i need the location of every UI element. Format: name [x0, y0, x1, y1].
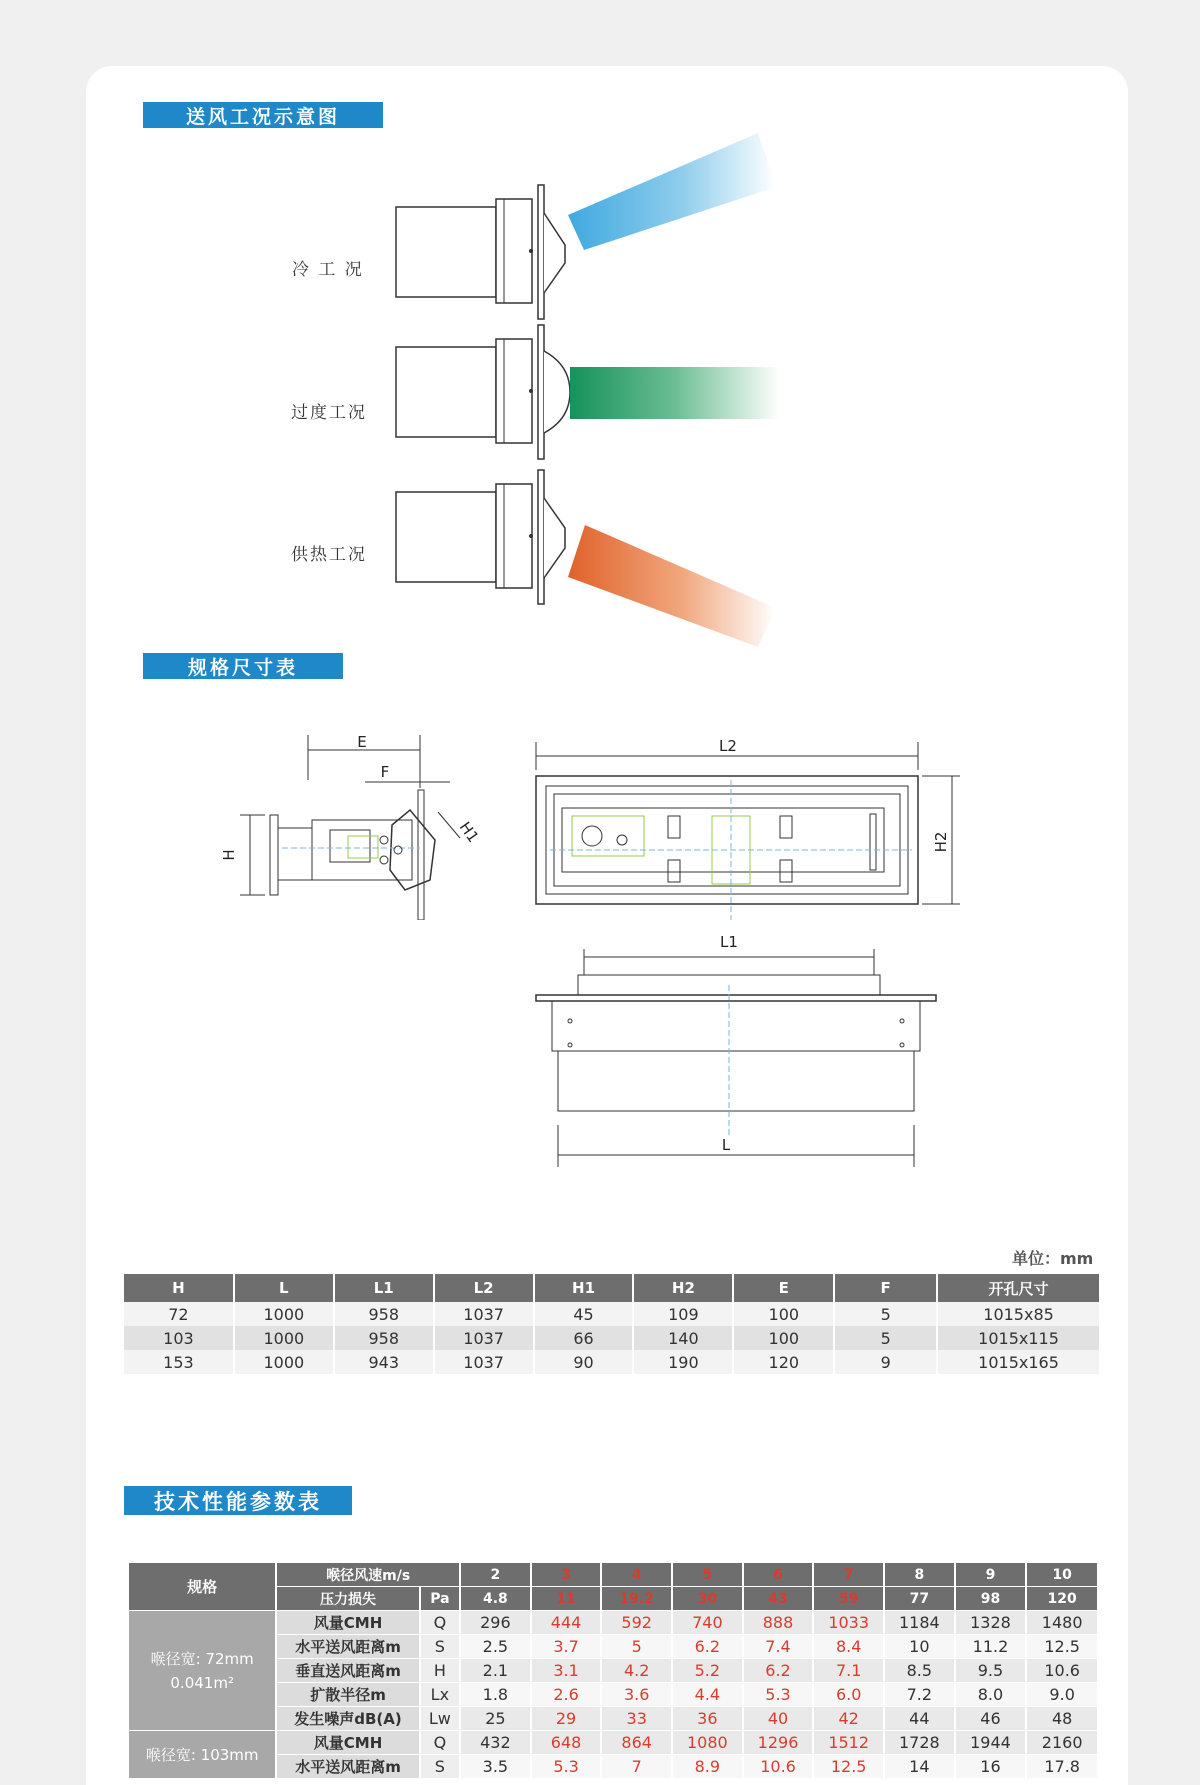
param-symbol: H — [420, 1659, 460, 1683]
loss-cell: 30 — [672, 1587, 743, 1611]
loss-cell: 4.8 — [460, 1587, 531, 1611]
table-cell: 1728 — [884, 1731, 955, 1755]
cold-airflow — [568, 133, 776, 250]
dim-header: H2 — [633, 1274, 733, 1302]
param-name: 水平送风距离m — [276, 1755, 419, 1779]
param-name: 扩散半径m — [276, 1683, 419, 1707]
table-cell: 3.1 — [531, 1659, 602, 1683]
speed-cell: 4 — [601, 1563, 672, 1587]
table-cell: 3.7 — [531, 1635, 602, 1659]
dim-label-H2: H2 — [932, 831, 950, 853]
spec-cell — [129, 1731, 276, 1779]
table-cell: 2.6 — [531, 1683, 602, 1707]
loss-cell: 59 — [813, 1587, 884, 1611]
param-name: 风量CMH — [276, 1731, 419, 1755]
table-cell: 296 — [460, 1611, 531, 1635]
condition-label-cold: 冷 工 况 — [292, 260, 364, 280]
table-cell: 958 — [334, 1326, 434, 1350]
table-cell: 72 — [124, 1302, 234, 1326]
table-cell: 6.2 — [672, 1635, 743, 1659]
dim-label-E: E — [357, 733, 367, 751]
table-row — [124, 1350, 1100, 1374]
heat-airflow — [568, 525, 776, 647]
table-cell: 4.2 — [601, 1659, 672, 1683]
table-cell: 1015x165 — [937, 1350, 1100, 1374]
section-title-spec: 规格尺寸表 — [143, 653, 343, 679]
table-cell: 444 — [531, 1611, 602, 1635]
table-cell: 46 — [955, 1707, 1027, 1731]
table-cell: 5.2 — [672, 1659, 743, 1683]
speed-cell: 7 — [813, 1563, 884, 1587]
table-cell: 943 — [334, 1350, 434, 1374]
table-cell: 8.5 — [884, 1659, 955, 1683]
table-cell: 864 — [601, 1731, 672, 1755]
speed-cell: 10 — [1026, 1563, 1098, 1587]
dim-header: L — [234, 1274, 334, 1302]
table-cell: 5.3 — [743, 1683, 814, 1707]
table-cell: 3.6 — [601, 1683, 672, 1707]
table-cell: 8.4 — [813, 1635, 884, 1659]
table-cell: 1033 — [813, 1611, 884, 1635]
speed-cell: 6 — [743, 1563, 814, 1587]
dim-header: L2 — [434, 1274, 534, 1302]
dim-label-L2: L2 — [719, 737, 737, 755]
table-row — [124, 1326, 1100, 1350]
table-cell: 5 — [834, 1326, 937, 1350]
table-cell: 3.5 — [460, 1755, 531, 1779]
table-cell: 103 — [124, 1326, 234, 1350]
dimension-table-header — [124, 1274, 1100, 1302]
table-cell: 10.6 — [1026, 1659, 1098, 1683]
table-cell: 7 — [601, 1755, 672, 1779]
dim-label-H1: H1 — [455, 818, 483, 846]
param-name: 水平送风距离m — [276, 1635, 419, 1659]
table-cell: 153 — [124, 1350, 234, 1374]
dim-header: E — [733, 1274, 834, 1302]
param-name: 垂直送风距离m — [276, 1659, 419, 1683]
dim-label-L1: L1 — [720, 935, 738, 951]
param-symbol: Q — [420, 1731, 460, 1755]
table-cell: 740 — [672, 1611, 743, 1635]
table-cell: 10 — [884, 1635, 955, 1659]
table-cell: 44 — [884, 1707, 955, 1731]
table-cell: 9 — [834, 1350, 937, 1374]
table-cell: 7.1 — [813, 1659, 884, 1683]
section-title-performance: 技术性能参数表 — [124, 1486, 352, 1515]
spec-area: 0.041m² — [170, 1673, 234, 1692]
spec-cell — [129, 1611, 276, 1731]
table-cell: 5 — [834, 1302, 937, 1326]
table-cell: 5 — [601, 1635, 672, 1659]
spec-line: 喉径宽: 72mm — [150, 1649, 254, 1668]
table-cell: 1480 — [1026, 1611, 1098, 1635]
table-cell: 11.2 — [955, 1635, 1027, 1659]
airflow-diagram — [380, 115, 800, 655]
table-cell: 6.2 — [743, 1659, 814, 1683]
table-cell: 1944 — [955, 1731, 1027, 1755]
table-cell: 120 — [733, 1350, 834, 1374]
table-cell: 2.1 — [460, 1659, 531, 1683]
table-cell: 48 — [1026, 1707, 1098, 1731]
speed-cell: 9 — [955, 1563, 1027, 1587]
table-cell: 10.6 — [743, 1755, 814, 1779]
dim-label-L: L — [721, 1136, 731, 1154]
table-cell: 9.5 — [955, 1659, 1027, 1683]
table-cell: 1000 — [234, 1350, 334, 1374]
table-cell: 40 — [743, 1707, 814, 1731]
param-name: 风量CMH — [276, 1611, 419, 1635]
table-cell: 100 — [733, 1302, 834, 1326]
speed-cell: 8 — [884, 1563, 955, 1587]
table-cell: 33 — [601, 1707, 672, 1731]
table-cell: 7.4 — [743, 1635, 814, 1659]
performance-table — [129, 1563, 1099, 1779]
table-cell: 100 — [733, 1326, 834, 1350]
condition-label-transition: 过度工况 — [291, 403, 367, 423]
heat-unit — [396, 470, 565, 604]
table-cell: 90 — [534, 1350, 634, 1374]
loss-cell: 43 — [743, 1587, 814, 1611]
loss-cell: 120 — [1026, 1587, 1098, 1611]
speed-cell: 5 — [672, 1563, 743, 1587]
table-row — [129, 1731, 1098, 1755]
table-cell: 12.5 — [813, 1755, 884, 1779]
table-cell: 592 — [601, 1611, 672, 1635]
table-cell: 1015x85 — [937, 1302, 1100, 1326]
unit-label: 单位：mm — [1012, 1249, 1094, 1268]
table-cell: 4.4 — [672, 1683, 743, 1707]
table-cell: 17.8 — [1026, 1755, 1098, 1779]
param-symbol: Lw — [420, 1707, 460, 1731]
table-cell: 109 — [633, 1302, 733, 1326]
param-symbol: Lx — [420, 1683, 460, 1707]
loss-label: 压力损失 — [276, 1587, 419, 1611]
table-cell: 140 — [633, 1326, 733, 1350]
dim-header: L1 — [334, 1274, 434, 1302]
table-cell: 1512 — [813, 1731, 884, 1755]
table-cell: 9.0 — [1026, 1683, 1098, 1707]
spec-line: 喉径宽: 103mm — [145, 1745, 259, 1764]
table-cell: 29 — [531, 1707, 602, 1731]
table-cell: 1296 — [743, 1731, 814, 1755]
table-cell: 36 — [672, 1707, 743, 1731]
speed-cell: 2 — [460, 1563, 531, 1587]
spec-header: 规格 — [129, 1563, 276, 1611]
table-cell: 190 — [633, 1350, 733, 1374]
table-cell: 5.3 — [531, 1755, 602, 1779]
dim-header: H1 — [534, 1274, 634, 1302]
dim-header: H — [124, 1274, 234, 1302]
param-symbol: S — [420, 1635, 460, 1659]
table-cell: 2.5 — [460, 1635, 531, 1659]
table-cell: 8.9 — [672, 1755, 743, 1779]
table-cell: 45 — [534, 1302, 634, 1326]
table-cell: 1000 — [234, 1302, 334, 1326]
table-cell: 1080 — [672, 1731, 743, 1755]
front-view-drawing — [520, 935, 940, 1175]
table-cell: 1037 — [434, 1350, 534, 1374]
dim-header: F — [834, 1274, 937, 1302]
plan-view-drawing — [520, 730, 980, 930]
table-cell: 25 — [460, 1707, 531, 1731]
loss-cell: 77 — [884, 1587, 955, 1611]
dim-label-F: F — [380, 763, 390, 781]
table-cell: 1037 — [434, 1302, 534, 1326]
table-cell: 7.2 — [884, 1683, 955, 1707]
dim-label-H: H — [220, 849, 238, 861]
perf-speed-row — [129, 1563, 1098, 1587]
table-cell: 8.0 — [955, 1683, 1027, 1707]
param-symbol: Q — [420, 1611, 460, 1635]
table-cell: 14 — [884, 1755, 955, 1779]
loss-cell: 98 — [955, 1587, 1027, 1611]
speed-cell: 3 — [531, 1563, 602, 1587]
side-section-drawing — [220, 720, 500, 920]
table-cell: 1.8 — [460, 1683, 531, 1707]
table-cell: 888 — [743, 1611, 814, 1635]
loss-unit: Pa — [420, 1587, 460, 1611]
table-cell: 648 — [531, 1731, 602, 1755]
table-cell: 1328 — [955, 1611, 1027, 1635]
table-row — [124, 1302, 1100, 1326]
table-cell: 12.5 — [1026, 1635, 1098, 1659]
table-cell: 16 — [955, 1755, 1027, 1779]
dim-header: 开孔尺寸 — [937, 1274, 1100, 1302]
transition-unit — [396, 325, 570, 459]
table-cell: 66 — [534, 1326, 634, 1350]
speed-label: 喉径风速m/s — [276, 1563, 460, 1587]
table-cell: 2160 — [1026, 1731, 1098, 1755]
loss-cell: 11 — [531, 1587, 602, 1611]
transition-airflow — [570, 367, 780, 419]
table-cell: 958 — [334, 1302, 434, 1326]
cold-unit — [396, 185, 565, 319]
table-cell: 1184 — [884, 1611, 955, 1635]
dimension-table — [124, 1274, 1101, 1374]
table-cell: 1000 — [234, 1326, 334, 1350]
param-name: 发生噪声dB(A) — [276, 1707, 419, 1731]
table-cell: 42 — [813, 1707, 884, 1731]
param-symbol: S — [420, 1755, 460, 1779]
table-cell: 1015x115 — [937, 1326, 1100, 1350]
table-cell: 1037 — [434, 1326, 534, 1350]
loss-cell: 19.2 — [601, 1587, 672, 1611]
condition-label-heat: 供热工况 — [291, 545, 367, 565]
table-cell: 432 — [460, 1731, 531, 1755]
table-row — [129, 1611, 1098, 1635]
section-title-airflow: 送风工况示意图 — [143, 102, 383, 128]
table-cell: 6.0 — [813, 1683, 884, 1707]
